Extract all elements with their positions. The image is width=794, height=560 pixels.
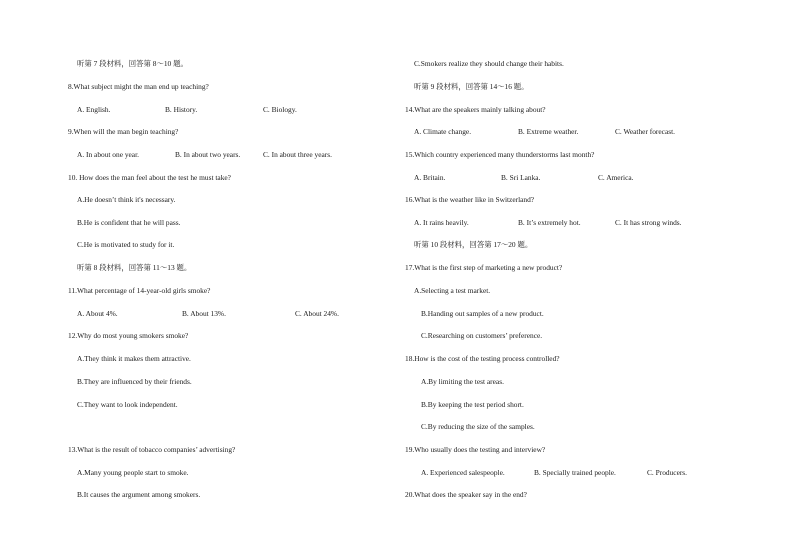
question-17-option-c: C.Researching on customers’ preference. [421,331,543,340]
question-13-option-b: B.It causes the argument among smokers. [77,490,201,499]
question-17: 17.What is the first step of marketing a new product? [405,263,563,272]
question-8: 8.What subject might the man end up teaching? [68,82,209,91]
option-a: A. Climate change. [414,127,472,136]
question-19: 19.Who usually does the testing and interview? [405,445,546,454]
option-b: B. Extreme weather. [518,127,579,136]
section-10-heading: 听第 10 段材料，回答第 17～20 题。 [414,240,533,249]
question-18-option-b: B.By keeping the test period short. [421,400,524,409]
question-13-option-a: A.Many young people start to smoke. [77,468,189,477]
question-13: 13.What is the result of tobacco companies’ advertising? [68,445,236,454]
question-12-option-c: C.They want to look independent. [77,400,178,409]
question-14: 14.What are the speakers mainly talking about? [405,105,546,114]
option-b: B. Sri Lanka. [501,173,541,182]
question-17-option-a: A.Selecting a test market. [414,286,491,295]
question-10-option-b: B.He is confident that he will pass. [77,218,181,227]
question-20: 20.What does the speaker say in the end? [405,490,527,499]
option-b: B. About 13%. [182,309,226,318]
option-b: B. Specially trained people. [534,468,616,477]
question-12-option-b: B.They are influenced by their friends. [77,377,192,386]
option-c: C. About 24%. [295,309,339,318]
option-c: C. Weather forecast. [615,127,676,136]
question-10-option-a: A.He doesn’t think it's necessary. [77,195,176,204]
question-18-option-a: A.By limiting the test areas. [421,377,504,386]
question-13-option-c: C.Smokers realize they should change their habits. [414,59,564,68]
question-9: 9.When will the man begin teaching? [68,127,179,136]
section-8-heading: 听第 8 段材料，回答第 11～13 题。 [77,263,192,272]
option-c: C. In about three years. [263,150,332,159]
option-c: C. It has strong winds. [615,218,682,227]
option-c: C. America. [598,173,634,182]
question-18-option-c: C.By reducing the size of the samples. [421,422,535,431]
question-11: 11.What percentage of 14-year-old girls smoke? [68,286,211,295]
question-17-option-b: B.Handing out samples of a new product. [421,309,544,318]
question-15: 15.Which country experienced many thunderstorms last month? [405,150,595,159]
option-b: B. History. [165,105,198,114]
option-b: B. It’s extremely hot. [518,218,581,227]
option-a: A. It rains heavily. [414,218,469,227]
section-9-heading: 听第 9 段材料，回答第 14～16 题。 [414,82,529,91]
question-12-option-a: A.They think it makes them attractive. [77,354,191,363]
question-18: 18.How is the cost of the testing process controlled? [405,354,560,363]
option-a: A. Britain. [414,173,446,182]
option-a: A. Experienced salespeople. [421,468,505,477]
question-10-option-c: C.He is motivated to study for it. [77,240,175,249]
question-10: 10. How does the man feel about the test he must take? [68,173,231,182]
section-7-heading: 听第 7 段材料，回答第 8～10 题。 [77,59,188,68]
option-c: C. Producers. [647,468,688,477]
question-16: 16.What is the weather like in Switzerland? [405,195,535,204]
option-b: B. In about two years. [175,150,241,159]
option-a: A. In about one year. [77,150,139,159]
option-a: A. About 4%. [77,309,118,318]
question-12: 12.Why do most young smokers smoke? [68,331,189,340]
option-c: C. Biology. [263,105,297,114]
option-a: A. English. [77,105,111,114]
